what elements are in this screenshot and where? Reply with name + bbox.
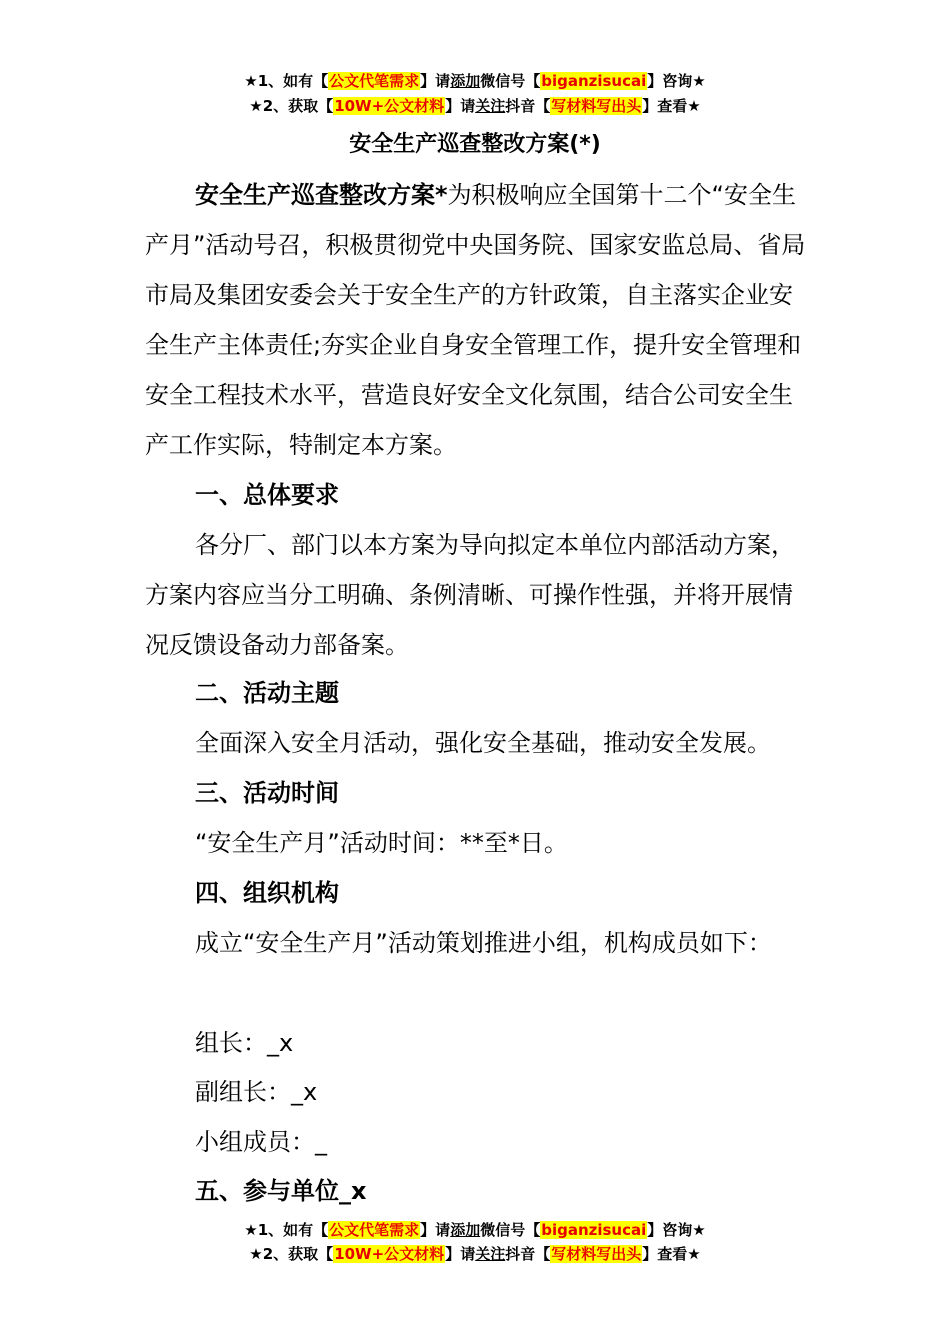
section-2-heading: 二、活动主题 — [195, 679, 339, 707]
banner-text: 】请 — [420, 1221, 451, 1239]
banner-text: ★2、获取【 — [249, 97, 334, 115]
banner-wechat-id: biganzisucai — [541, 72, 647, 90]
banner-text: 抖音【 — [505, 1245, 551, 1263]
section-4-heading: 四、组织机构 — [195, 879, 339, 907]
banner-text: ★1、如有【 — [244, 1221, 329, 1239]
banner-text: 抖音【 — [505, 97, 551, 115]
banner-bottom-line-1 — [0, 1219, 950, 1241]
banner-top-line-1 — [0, 70, 950, 92]
banner-highlight: 10W+公文材料 — [334, 97, 445, 115]
intro-paragraph — [145, 170, 810, 470]
banner-top-line-2 — [0, 95, 950, 117]
section-3-text: “安全生产月”活动时间：**至*日。 — [195, 829, 568, 857]
section-2-text: 全面深入安全月活动，强化安全基础，推动安全发展。 — [195, 729, 771, 757]
banner-highlight: 公文代笔需求 — [329, 1221, 420, 1239]
section-4-text: 成立“安全生产月”活动策划推进小组，机构成员如下： — [195, 929, 772, 957]
banner-text: ★2、获取【 — [249, 1245, 334, 1263]
banner-underlined: 添加 — [450, 1221, 481, 1239]
group-leader: 组长：_x — [195, 1029, 294, 1057]
banner-text: 】咨询★ — [647, 72, 706, 90]
banner-highlight: 公文代笔需求 — [329, 72, 420, 90]
banner-bottom-line-2 — [0, 1243, 950, 1265]
section-5-heading: 五、参与单位_x — [195, 1177, 367, 1205]
intro-text: 为积极响应全国第十二个“安全生产月”活动号召，积极贯彻党中央国务院、国家安监总局、省局市局及集团安委会关于安全生产的方针政策，自主落实企业安全生产主体责任;夯实企业自身安全管理工作，提升安全管理和安全工程技术水平，营造良好安全文化氛围，结合公司安全生产工作实际，特制定本方案。 — [145, 181, 806, 459]
banner-highlight: 10W+公文材料 — [334, 1245, 445, 1263]
banner-text: 】查看★ — [642, 97, 701, 115]
banner-text: 】请 — [445, 97, 476, 115]
intro-bold-lead: 安全生产巡查整改方案* — [195, 181, 448, 209]
banner-text: 】咨询★ — [647, 1221, 706, 1239]
banner-text: ★1、如有【 — [244, 72, 329, 90]
banner-text: 微信号【 — [480, 1221, 541, 1239]
banner-highlight: 写材料写出头 — [551, 97, 642, 115]
banner-highlight: 写材料写出头 — [551, 1245, 642, 1263]
banner-underlined: 添加 — [450, 72, 481, 90]
section-1-heading: 一、总体要求 — [195, 481, 339, 509]
banner-text: 】请 — [445, 1245, 476, 1263]
document-title: 安全生产巡查整改方案(*) — [349, 132, 601, 157]
banner-text: 微信号【 — [480, 72, 541, 90]
group-members: 小组成员：_ — [195, 1128, 327, 1156]
banner-text: 】请 — [420, 72, 451, 90]
banner-wechat-id: biganzisucai — [541, 1221, 647, 1239]
banner-text: 】查看★ — [642, 1245, 701, 1263]
section-1-text: 各分厂、部门以本方案为导向拟定本单位内部活动方案，方案内容应当分工明确、条例清晰、可操作性强，并将开展情况反馈设备动力部备案。 — [145, 531, 795, 659]
banner-underlined: 关注 — [475, 97, 506, 115]
deputy-group-leader: 副组长：_x — [195, 1078, 318, 1106]
section-3-heading: 三、活动时间 — [195, 779, 339, 807]
banner-underlined: 关注 — [475, 1245, 506, 1263]
